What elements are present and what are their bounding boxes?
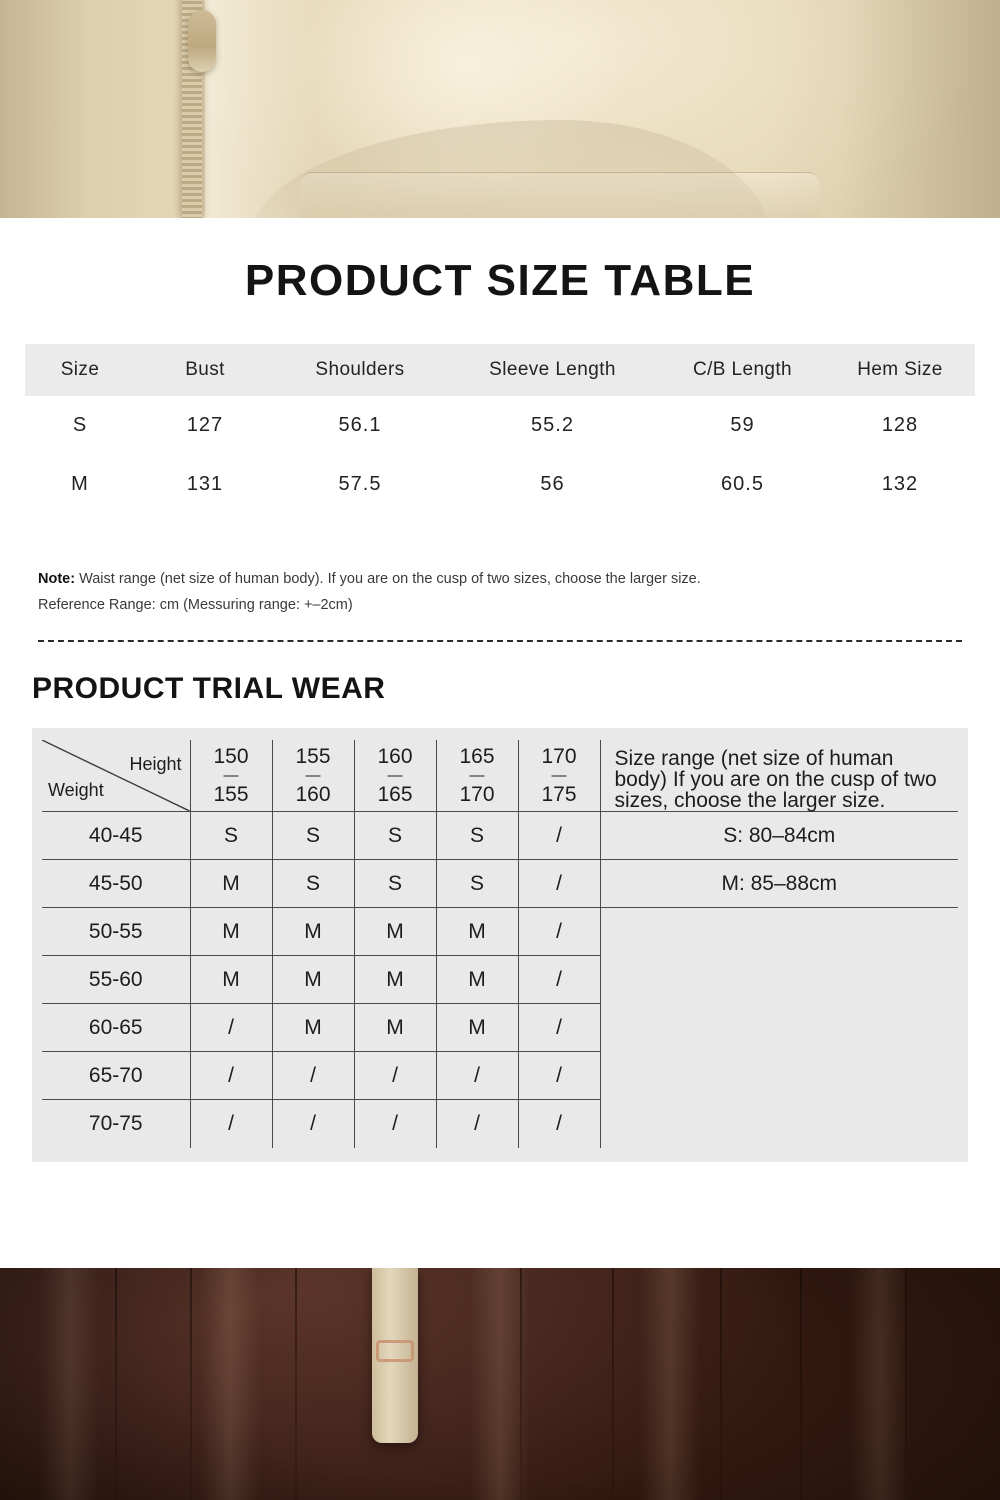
trial-cell: / <box>354 1100 436 1148</box>
trial-cell: S <box>190 812 272 860</box>
trial-cell: M <box>272 908 354 956</box>
trial-cell: S <box>272 812 354 860</box>
size-m-range: M: 85–88cm <box>600 860 958 908</box>
trial-cell: M <box>436 956 518 1004</box>
height-range-bottom: 165 <box>377 783 413 806</box>
trial-side-blank <box>600 1052 958 1100</box>
trial-cell: S <box>436 812 518 860</box>
trial-side-blank <box>600 1100 958 1148</box>
note-label: Note: <box>38 571 76 587</box>
section-divider <box>38 640 962 642</box>
table-row <box>42 1100 958 1148</box>
photo-shade-right <box>770 0 1000 218</box>
size-s-range: S: 80–84cm <box>600 812 958 860</box>
height-range-top: 160 <box>377 745 413 768</box>
trial-cell: M <box>272 956 354 1004</box>
weight-row-label: 70-75 <box>42 1100 190 1148</box>
table-row <box>25 396 975 455</box>
trial-cell: S <box>436 860 518 908</box>
trial-height-col-160-165 <box>354 740 436 812</box>
photo-shade-left <box>0 0 150 218</box>
table-row <box>42 1052 958 1100</box>
trial-side-blank <box>600 908 958 956</box>
size-table <box>25 344 975 514</box>
weight-row-label: 55-60 <box>42 956 190 1004</box>
trial-cell: / <box>518 908 600 956</box>
trial-cell: / <box>518 1052 600 1100</box>
note-line-2: Reference Range: cm (Messuring range: +–2cm) <box>38 597 353 613</box>
trial-cell: / <box>190 1004 272 1052</box>
height-range-bottom: 160 <box>295 783 331 806</box>
height-range-top: 150 <box>213 745 249 768</box>
trial-cell: S <box>272 860 354 908</box>
product-photo-bottom <box>0 1268 1000 1500</box>
cell-sleeve-m: 56 <box>540 473 565 495</box>
table-row <box>42 908 958 956</box>
table-row <box>25 455 975 514</box>
note-block <box>38 566 1000 618</box>
range-dash-icon: — <box>305 767 321 784</box>
height-range-bottom: 155 <box>213 783 249 806</box>
size-table-col-size: Size <box>25 344 135 396</box>
cell-cb-m: 60.5 <box>721 473 764 495</box>
trial-cell: S <box>354 812 436 860</box>
trial-cell: M <box>354 908 436 956</box>
zipper-pull-icon <box>188 10 216 72</box>
note-text-1: Waist range (net size of human body). If you are on the cusp of two sizes, choose the larger size. <box>75 571 701 587</box>
trial-cell: / <box>272 1100 354 1148</box>
trial-cell: / <box>518 860 600 908</box>
table-row <box>42 812 958 860</box>
cell-bust-m: 131 <box>186 473 224 495</box>
trial-cell: M <box>190 956 272 1004</box>
trial-cell: M <box>190 860 272 908</box>
cell-size-m: M <box>71 473 89 495</box>
size-table-col-bust: Bust <box>135 344 275 396</box>
range-dash-icon: — <box>223 767 239 784</box>
trial-height-col-165-170 <box>436 740 518 812</box>
size-table-col-sleeve-length: Sleeve Length <box>445 344 660 396</box>
cell-shoulders-s: 56.1 <box>338 414 382 436</box>
trial-cell: M <box>354 956 436 1004</box>
trial-cell: / <box>518 812 600 860</box>
height-range-bottom: 170 <box>459 783 495 806</box>
trial-corner-cell <box>42 740 190 812</box>
height-range-top: 165 <box>459 745 495 768</box>
trial-cell: / <box>190 1100 272 1148</box>
trial-cell: / <box>436 1052 518 1100</box>
trial-weight-label: Weight <box>48 780 104 800</box>
weight-row-label: 65-70 <box>42 1052 190 1100</box>
trial-side-note: Size range (net size of human body) If you are on the cusp of two sizes, choose the larger size. <box>600 740 958 812</box>
table-row <box>42 956 958 1004</box>
size-table-col-hem-size: Hem Size <box>825 344 975 396</box>
trial-height-col-155-160 <box>272 740 354 812</box>
trial-cell: / <box>354 1052 436 1100</box>
range-dash-icon: — <box>387 767 403 784</box>
weight-row-label: 40-45 <box>42 812 190 860</box>
trial-header-row <box>42 740 958 812</box>
trial-cell: S <box>354 860 436 908</box>
height-range-bottom: 175 <box>541 783 577 806</box>
cell-cb-s: 59 <box>730 414 755 436</box>
page-title: PRODUCT SIZE TABLE <box>244 256 756 305</box>
trial-cell: M <box>272 1004 354 1052</box>
weight-row-label: 45-50 <box>42 860 190 908</box>
trial-wear-title: PRODUCT TRIAL WEAR <box>32 672 386 705</box>
height-range-top: 170 <box>541 745 577 768</box>
table-row <box>42 1004 958 1052</box>
cell-shoulders-m: 57.5 <box>338 473 382 495</box>
trial-side-blank <box>600 956 958 1004</box>
trial-cell: / <box>518 1100 600 1148</box>
range-dash-icon: — <box>551 767 567 784</box>
cell-size-s: S <box>72 414 88 436</box>
cell-hem-m: 132 <box>881 473 919 495</box>
trial-wear-table <box>42 740 958 1148</box>
trial-height-col-150-155 <box>190 740 272 812</box>
weight-row-label: 60-65 <box>42 1004 190 1052</box>
trial-cell: M <box>436 1004 518 1052</box>
trial-cell: M <box>354 1004 436 1052</box>
trial-height-label: Height <box>129 754 182 774</box>
trial-wear-panel <box>32 728 968 1162</box>
size-table-header-row <box>25 344 975 396</box>
trial-side-blank <box>600 1004 958 1052</box>
product-photo-top <box>0 0 1000 218</box>
weight-row-label: 50-55 <box>42 908 190 956</box>
trial-height-col-170-175 <box>518 740 600 812</box>
trial-cell: / <box>518 1004 600 1052</box>
trial-cell: / <box>272 1052 354 1100</box>
size-table-col-cb-length: C/B Length <box>660 344 825 396</box>
trial-cell: M <box>436 908 518 956</box>
photo-vignette <box>0 1268 1000 1500</box>
note-line-1 <box>38 566 1000 592</box>
trial-cell: / <box>518 956 600 1004</box>
cell-bust-s: 127 <box>186 414 224 436</box>
trial-cell: M <box>190 908 272 956</box>
height-range-top: 155 <box>295 745 331 768</box>
trial-cell: / <box>436 1100 518 1148</box>
trial-cell: / <box>190 1052 272 1100</box>
table-row <box>42 860 958 908</box>
cell-hem-s: 128 <box>881 414 919 436</box>
size-table-col-shoulders: Shoulders <box>275 344 445 396</box>
cell-sleeve-s: 55.2 <box>531 414 574 436</box>
range-dash-icon: — <box>469 767 485 784</box>
content-area <box>0 218 1000 1268</box>
